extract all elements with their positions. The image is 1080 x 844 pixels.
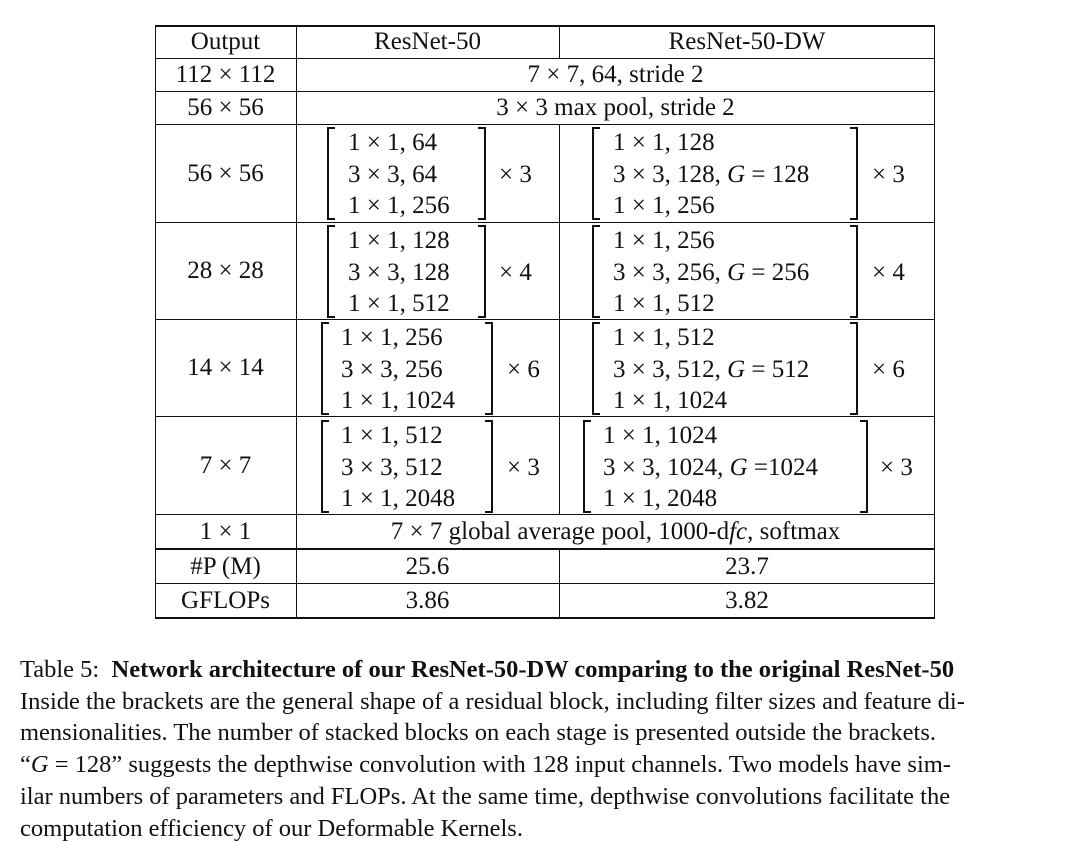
header-resnet50: ResNet-50 [374, 28, 481, 55]
block-layer: 1 × 1, 1024 [341, 387, 456, 414]
output-size: 7 × 7 [199, 451, 252, 479]
output-size: 14 × 14 [187, 354, 264, 381]
params-label: #P (M) [190, 552, 261, 580]
right-bracket [850, 322, 858, 415]
block-layer: 3 × 3, 256 [341, 355, 443, 383]
block-layer: 1 × 1, 512 [613, 290, 715, 317]
architecture-table [155, 25, 935, 619]
right-bracket [860, 420, 868, 513]
block-layer: 1 × 1, 2048 [603, 485, 718, 512]
block-multiplier: × 3 [499, 161, 532, 188]
left-bracket [321, 420, 329, 513]
caption-label: Table 5: [20, 656, 100, 683]
right-bracket [850, 225, 858, 318]
left-bracket [583, 420, 591, 513]
right-bracket [850, 127, 858, 220]
col-rule [559, 124, 560, 514]
right-bracket [485, 322, 493, 415]
caption-line: ilar numbers of parameters and FLOPs. At the same time, depthwise convolutions facilitate the [20, 782, 951, 810]
flops-resnet50: 3.86 [405, 586, 450, 614]
block-layer-g: 3 × 3, 256, G = 256 [613, 258, 810, 286]
block-layer-g: 3 × 3, 512, G = 512 [613, 355, 810, 383]
right-bracket [478, 225, 486, 318]
caption-line: “G = 128” suggests the depthwise convolution with 128 input channels. Two models have sim- [20, 751, 951, 779]
header-resnet50-dw: ResNet-50-DW [668, 28, 826, 55]
block-multiplier: × 4 [499, 259, 532, 286]
output-size: 1 × 1 [199, 517, 252, 545]
output-size: 28 × 28 [187, 257, 264, 284]
dw-block [603, 423, 818, 511]
block-layer: 1 × 1, 128 [348, 227, 450, 254]
dw-block [613, 325, 809, 413]
block-layer: 3 × 3, 128 [348, 258, 450, 286]
block-layer: 1 × 1, 512 [348, 290, 450, 317]
resnet-block [348, 228, 450, 316]
table-caption [20, 654, 1074, 844]
pool-spec: 3 × 3 max pool, stride 2 [496, 94, 735, 121]
block-layer: 1 × 1, 2048 [341, 485, 456, 512]
header-output: Output [190, 28, 261, 55]
flops-resnet50-dw: 3.82 [725, 586, 769, 614]
block-layer: 1 × 1, 1024 [603, 422, 718, 449]
head-spec: 7 × 7 global average pool, 1000-d fc , softmax [390, 517, 841, 545]
block-layer: 1 × 1, 1024 [613, 387, 728, 414]
block-multiplier: × 6 [507, 356, 540, 383]
block-multiplier: × 4 [872, 259, 905, 286]
block-multiplier: × 6 [872, 356, 905, 383]
caption-title-line [20, 654, 1074, 686]
resnet-block [348, 130, 450, 218]
block-layer: 1 × 1, 128 [613, 129, 715, 156]
caption-line: mensionalities. The number of stacked blocks on each stage is presented outside the brackets. [20, 719, 936, 747]
block-layer: 3 × 3, 512 [341, 453, 443, 481]
output-size: 112 × 112 [175, 61, 276, 88]
flops-label: GFLOPs [181, 586, 270, 614]
block-layer: 1 × 1, 256 [348, 192, 450, 219]
dw-block [613, 228, 809, 316]
block-layer-g: 3 × 3, 1024, G =1024 [603, 453, 819, 481]
block-layer: 1 × 1, 512 [613, 324, 715, 351]
left-bracket [327, 225, 335, 318]
block-multiplier: × 3 [872, 161, 905, 188]
output-size: 56 × 56 [187, 94, 264, 121]
bottom-rule [155, 617, 935, 619]
block-multiplier: × 3 [507, 454, 540, 481]
left-bracket [592, 127, 600, 220]
resnet-block [341, 325, 455, 413]
caption-title: Network architecture of our ResNet-50-DW comparing to the original ResNet-50 [111, 656, 955, 683]
resnet-block [341, 423, 455, 511]
block-layer: 1 × 1, 256 [613, 192, 715, 219]
conv1-spec: 7 × 7, 64, stride 2 [527, 61, 704, 88]
output-size: 56 × 56 [187, 159, 264, 187]
right-bracket [478, 127, 486, 220]
caption-line: Inside the brackets are the general shape of a residual block, including filter sizes and feature di- [20, 687, 965, 715]
block-multiplier: × 3 [880, 454, 913, 481]
left-bracket [592, 322, 600, 415]
block-layer: 1 × 1, 512 [341, 422, 443, 449]
block-layer: 3 × 3, 64 [348, 160, 438, 188]
dw-block [613, 130, 809, 218]
params-resnet50-dw: 23.7 [725, 552, 769, 580]
left-bracket [321, 322, 329, 415]
caption-line: computation efficiency of our Deformable Kernels. [20, 814, 523, 842]
left-bracket [327, 127, 335, 220]
block-layer: 1 × 1, 64 [348, 129, 438, 156]
params-resnet50: 25.6 [405, 552, 450, 580]
block-layer-g: 3 × 3, 128, G = 128 [613, 160, 810, 188]
right-bracket [485, 420, 493, 513]
block-layer: 1 × 1, 256 [613, 227, 715, 254]
block-layer: 1 × 1, 256 [341, 324, 443, 351]
left-bracket [592, 225, 600, 318]
